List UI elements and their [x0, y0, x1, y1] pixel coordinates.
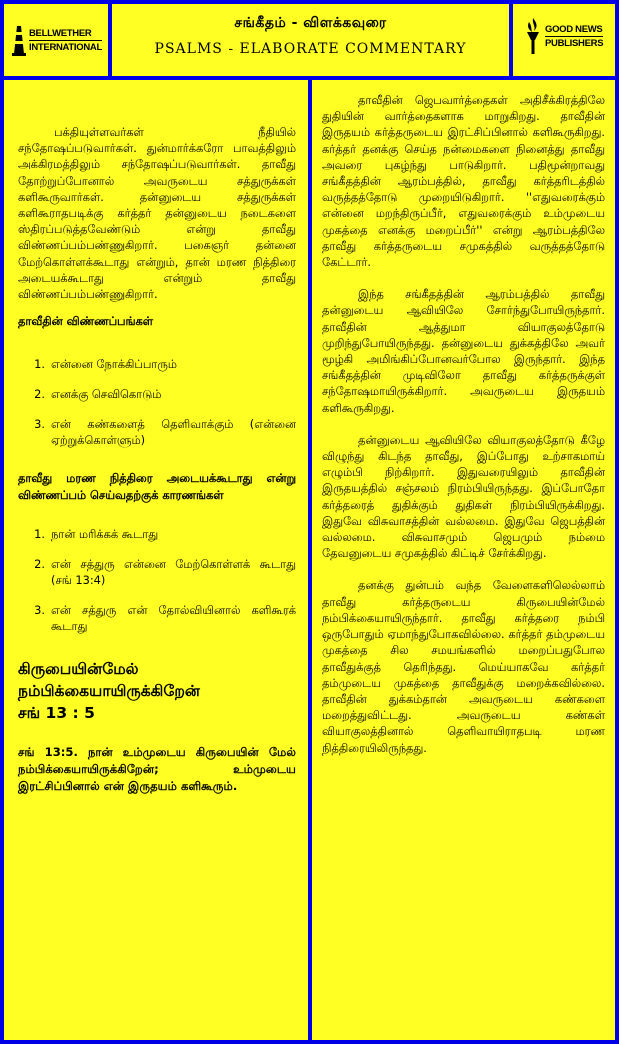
page-title-english: PSALMS - ELABORATE COMMENTARY [154, 41, 467, 57]
featured-heading [18, 658, 296, 724]
list-item [18, 386, 296, 402]
commentary-paragraph: தனக்கு துன்பம் வந்த வேளைகளிலெல்லாம் தாவீது கர்த்தருடைய கிருபையின்மேல் நம்பிக்கையாயிருந்தார். தாவீது கர்த்தரை நம்பி ஒருபோதும் ஏமாந்துபோகவில்லை. கர்த்தர் தம்முடைய முகத்தை சில சமயங்களில் மறைப்பதுபோல தாவீதுக்குத் தெரிந்தது. மெய்யாகவே கர்த்தர் தம்முடைய முகத்தை தாவீதுக்கு மறைக்கவில்லை. தாவீதின் துக்கம்தான் அவருடைய கண்களை மறைத்துவிட்டது. அவருடைய கண்கள் வியாகுலத்தினால் தெளிவாயிராதபடி மரண நித்திரையிலிருந்தது. [322, 578, 605, 755]
commentary-paragraph: தாவீதின் ஜெபவார்த்தைகள் அதிசீக்கிரத்திலே துதியின் வார்த்தைகளாக மாறுகிறது. தாவீதின் இருதயம் கர்த்தருடைய இரட்சிப்பினால் களிகூருகிறது. கர்த்தர் தனக்கு செய்த நன்மைகளை நினைத்து தாவீது அவரை புகழ்ந்து பாடுகிறார். பதிமூன்றாவது சங்கீதத்தின் ஆரம்பத்தில், தாவீது கர்த்தரிடத்தில் வருத்தத்தோடு முறையிடுகிறார். ''எதுவரைக்கும் என்னை மறந்திருப்பீர், எதுவரைக்கும் உம்முடைய முகத்தை எனக்கு மறைப்பீர்'' என்று ஆரம்பத்திலே தாவீது கர்த்தருடைய சமுகத்தில் வருத்தத்தோடு கேட்டார். [322, 93, 605, 270]
bellwether-logo-line1: BELLWETHER [29, 27, 102, 41]
gnp-logo-line2: PUBLISHERS [545, 37, 604, 49]
featured-heading-line1: கிருபையின்மேல் [18, 660, 139, 679]
section2-heading: தாவீது மரண நித்திரை அடையக்கூடாது என்று விண்ணப்பம் செய்வதற்குக் காரணங்கள் [18, 471, 296, 503]
right-column [312, 80, 615, 1040]
featured-heading-line2: நம்பிக்கையாயிருக்கிறேன் [18, 682, 200, 701]
featured-heading-reference: சங் 13 : 5 [18, 704, 95, 723]
good-news-publishers-logo [513, 4, 615, 76]
commentary-paragraph: தன்னுடைய ஆவியிலே வியாகுலத்தோடு கீழே விழுந்து கிடந்த தாவீது, இப்போது உற்சாகமாய் எழும்பி நிற்கிறார். இதுவரையிலும் தாவீதின் இருதயத்தில் சஞ்சலம் நிரம்பியிருந்தது. இப்போதோ கர்த்தரைத் துதிக்கும் துதிகள் நிரம்பியிருக்கிறது. இதுவே விசுவாசத்தின் வல்லமை. இதுவே ஜெபத்தின் வல்லமை. விசுவாசமும் ஜெபமும் நம்மை தேவனுடைய சமுகத்தில் கிட்டிச் சேர்க்கிறது. [322, 432, 605, 561]
list-item-number: 2. [34, 387, 45, 402]
list-item-number: 1. [34, 527, 45, 542]
left-column [4, 80, 308, 1040]
list-item [18, 526, 296, 542]
list-item-number: 3. [34, 603, 45, 618]
lighthouse-icon [12, 24, 26, 56]
list-item [18, 556, 296, 588]
list-item-text: நான் மரிக்கக் கூடாது [51, 527, 159, 542]
header [112, 4, 509, 76]
list-item-text: என் சத்துரு என்னை மேற்கொள்ளக் கூடாது (சங் 13:4) [51, 557, 296, 588]
list-item-text: எனக்கு செவிகொடும் [51, 387, 162, 402]
verse-text: சங் 13:5. நான் உம்முடைய கிருபையின் மேல் நம்பிக்கையாயிருக்கிறேன்; உம்முடைய இரட்சிப்பினால் என் இருதயம் களிகூரும். [18, 745, 296, 794]
torch-icon [523, 16, 543, 56]
list-item [18, 416, 296, 448]
list-item [18, 602, 296, 634]
list-item-text: என் கண்களைத் தெளிவாக்கும் (என்னை ஏற்றுக்கொள்ளும்) [51, 417, 296, 448]
list-item [18, 356, 296, 372]
section1-heading: தாவீதின் விண்ணப்பங்கள் [18, 314, 154, 329]
list-item-number: 1. [34, 357, 45, 372]
bellwether-logo [4, 4, 108, 76]
list-item-text: என் சத்துரு என் தோல்வியினால் களிகூரக் கூடாது [51, 603, 296, 634]
list-item-text: என்னை நோக்கிப்பாரும் [51, 357, 177, 372]
bellwether-logo-line2: INTERNATIONAL [29, 41, 102, 53]
commentary-paragraph: இந்த சங்கீதத்தின் ஆரம்பத்தில் தாவீது தன்னுடைய ஆவியிலே சோர்ந்துபோயிருந்தார். தாவீதின் ஆத்துமா வியாகுலத்தோடு முறிந்துபோயிருந்தது. தன்னுடைய துக்கத்திலே அவர் மூழ்கி அமிங்கிப்போனவர்போல இருந்தார். இந்த சங்கீதத்தின் முடிவிலோ தாவீது கர்த்தருக்குள் சந்தோஷமாயிருக்கிறார். அவருடைய இருதயம் களிகூருகிறது. [322, 287, 605, 415]
section1-list [18, 356, 296, 448]
intro-paragraph: பக்தியுள்ளவர்கள் நீதியில் சந்தோஷப்படுவார்கள். துன்மார்க்கரோ பாவத்திலும் அக்கிரமத்திலும் சந்தோஷப்படுவார்கள். தாவீது தோற்றுப்போனால் அவருடைய சத்துருக்கள் களிகூருவார்கள். தன்னுடைய சத்துருக்கள் களிகூராதபடிக்கு கர்த்தர் தன்னுடைய நடைகளை ஸ்திரப்படுத்தவேண்டும் என்று தாவீது விண்ணப்பம்பண்ணுகிறார். பகைஞர் தன்னை மேற்கொள்ளக்கூடாது என்றும், தான் மரண நித்திரை அடையக்கூடாது என்றும் தாவீது விண்ணப்பம்பண்ணுகிறார். [18, 125, 296, 302]
section2-list [18, 526, 296, 634]
gnp-logo-line1: GOOD NEWS [545, 23, 603, 35]
page-title-tamil: சங்கீதம் - விளக்கவுரை [234, 15, 387, 31]
list-item-number: 2. [34, 557, 45, 572]
list-item-number: 3. [34, 417, 45, 432]
